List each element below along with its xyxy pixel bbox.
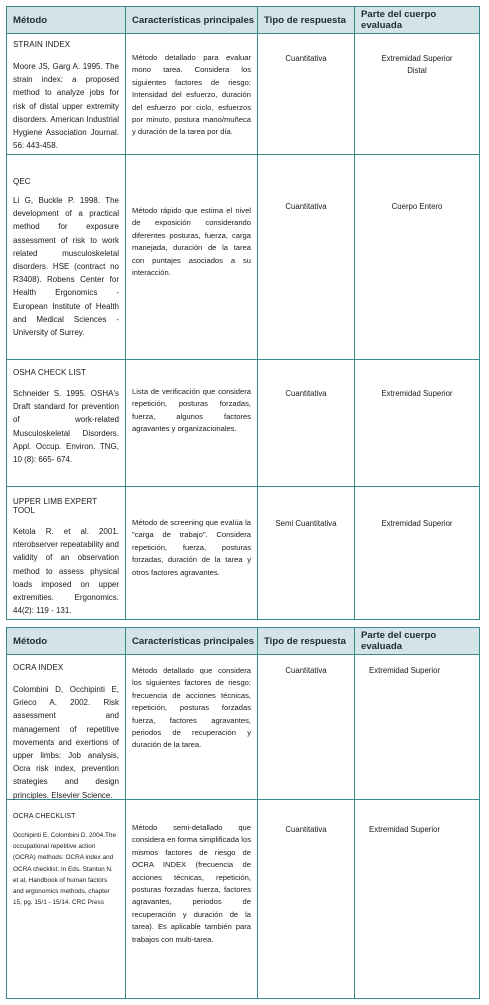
method-cell — [7, 155, 126, 359]
method-cell — [7, 34, 126, 154]
response-cell — [258, 360, 355, 486]
body-part-cell — [355, 655, 479, 799]
method-cell — [7, 800, 126, 999]
methods-table-1 — [6, 6, 480, 620]
method-cell — [7, 655, 126, 799]
description-cell — [126, 155, 258, 359]
method-description: Método detallado para evaluar mono tarea. Considera los siguientes factores de riesgo: Intensidad del esfuerzo, duración del esfuerzo por ciclo, esfuerzos por minuto, postura mano/muñeca y duración de la tarea por día. — [132, 53, 251, 137]
header-parte: Parte del cuerpo evaluada — [361, 9, 437, 31]
method-description: Lista de verificación que considera repetición, posturas forzadas, fuerza, algunos factores agravantes y organizacionales. — [132, 387, 251, 434]
method-reference: Li G, Buckle P. 1998. The development of a practical method for exposure assessment of risk to work related musculoskeletal disorders. HSE (contract no R3408). Robens Center for Health Ergonomics - European Institute of Health and Medical Sciences - University of Surrey. — [13, 196, 119, 338]
body-part: Extremidad Superior — [369, 666, 441, 675]
method-name: QEC — [13, 177, 31, 186]
table-row — [7, 487, 479, 620]
body-part-cell — [355, 800, 479, 999]
method-reference: Schneider S. 1995. OSHA's Draft standard for prevention of work-related Musculoskeletal Disorders. Appl. Occup. Environ. TNG, 10 (8): 665- 674. — [13, 389, 119, 465]
body-part-cell — [355, 34, 479, 154]
method-cell — [7, 487, 126, 620]
response-cell — [258, 155, 355, 359]
response-type: Cuantitativa — [285, 666, 327, 675]
header-metodo: Método — [7, 7, 126, 33]
table-row — [7, 800, 479, 999]
methods-table-2 — [6, 627, 480, 999]
description-cell — [126, 34, 258, 154]
description-cell — [126, 800, 258, 999]
method-name: STRAIN INDEX — [13, 40, 71, 49]
table-header — [7, 7, 479, 34]
description-cell — [126, 487, 258, 620]
table-row — [7, 155, 479, 360]
response-type: Cuantitativa — [285, 54, 327, 63]
response-type: Cuantitativa — [285, 825, 327, 834]
body-part: Cuerpo Entero — [391, 202, 443, 211]
table-row — [7, 360, 479, 487]
body-part-cell — [355, 360, 479, 486]
response-cell — [258, 655, 355, 799]
method-cell — [7, 360, 126, 486]
header-caracteristicas: Características principales — [126, 7, 258, 33]
method-name: OSHA CHECK LIST — [13, 368, 87, 377]
method-reference: Occhipinti E, Colombini D. 2004.The occupational repetitive action (OCRA) methods: OCRA index and OCRA checklist. In Eds. Stanton N. et al, Handbook of human factors and ergonomics methods, chapter 15, pg. 15/1 - 15/14. CRC Press — [13, 832, 117, 907]
response-type: Semi Cuantitativa — [275, 519, 337, 528]
response-type: Cuantitativa — [285, 389, 327, 398]
method-reference: Colombini D, Occhipinti E, Grieco A. 2002. Risk assessment and management of repetitive movements and exertions of upper limbs: Job analysis, Ocra risk index, prevention strategies and design principles. Elsevier Science. — [13, 685, 119, 800]
header-tipo: Tipo de respuesta — [258, 7, 355, 33]
header-metodo: Método — [7, 628, 126, 654]
method-description: Método de screening que evalúa la "carga de trabajo". Considera repetición, fuerza, posturas forzadas, duración de la tarea y otros factores agravantes. — [132, 518, 251, 577]
response-cell — [258, 800, 355, 999]
body-part-cell — [355, 487, 479, 620]
method-reference: Moore JS, Garg A. 1995. The strain index: a proposed method to analyze jobs for risk of distal upper extremity disorders. American Industrial Hygiene Association Journal. 56: 443-458. — [13, 62, 119, 151]
table-row — [7, 34, 479, 155]
response-type: Cuantitativa — [285, 202, 327, 211]
body-part: Extremidad Superior — [381, 519, 453, 528]
method-name: OCRA CHECKLIST — [13, 813, 76, 820]
method-name: OCRA INDEX — [13, 663, 64, 672]
body-part: Extremidad Superior Distal — [381, 54, 453, 75]
header-caracteristicas: Características principales — [126, 628, 258, 654]
header-parte: Parte del cuerpo evaluada — [361, 630, 437, 652]
response-cell — [258, 487, 355, 620]
method-description: Método rápido que estima el nivel de exposición considerando diferentes posturas, fuerza, carga manejada, duración de la tarea con puntajes asociados a su interacción. — [132, 206, 251, 278]
body-part: Extremidad Superior — [369, 825, 441, 834]
description-cell — [126, 655, 258, 799]
table-header — [7, 628, 479, 655]
response-cell — [258, 34, 355, 154]
body-part-cell — [355, 155, 479, 359]
method-name: UPPER LIMB EXPERT TOOL — [13, 497, 98, 515]
method-description: Método semi-detallado que considera en forma simplificada los mismos factores de riesgo de OCRA INDEX (frecuencia de acciones técnicas, repetición, posturas forzadas fuerza, factores agravantes, periodos de recuperación y duración de la tarea). Es aplicable también para trabajos con multi-tarea. — [132, 823, 251, 944]
method-description: Método detallado que considera los siguientes factores de riesgo: frecuencia de acciones técnicas, repetición, posturas forzadas fuerza, factores agravantes, periodos de recuperación y duración de la tarea. — [132, 666, 251, 750]
description-cell — [126, 360, 258, 486]
table-row — [7, 655, 479, 800]
body-part: Extremidad Superior — [381, 389, 453, 398]
method-reference: Ketola R. et al. 2001. nterobserver repeatability and validity of an observation method to assess physical loads imposed on upper extremities. Ergonomics. 44(2): 119 - 131. — [13, 527, 119, 616]
header-tipo: Tipo de respuesta — [258, 628, 355, 654]
